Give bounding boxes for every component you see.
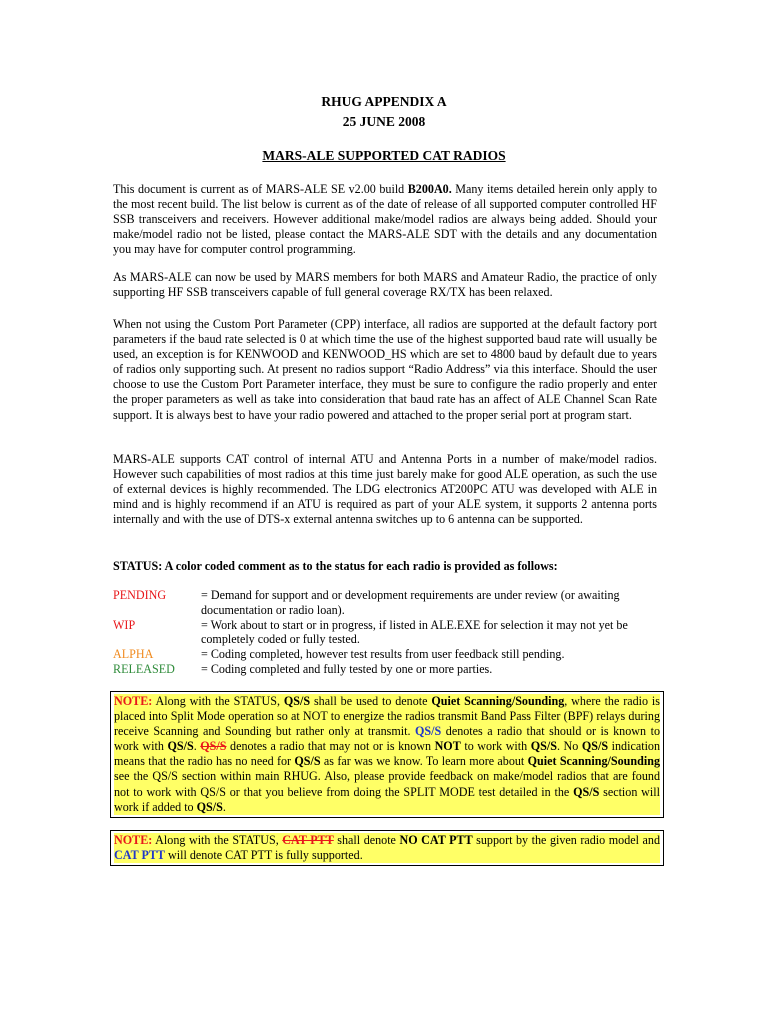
note-text-segment: , where the radio is placed into Split Mode operation so at NOT to energize the radios transmit Band Pass Filter (BPF) relays during receive Scanning and Sounding but rather only at transmit.	[114, 694, 660, 739]
qss-term: QS/S	[581, 739, 609, 754]
qss-term: QS/S	[573, 784, 600, 799]
qss-term: QS/S	[283, 694, 311, 708]
cat-ptt-unsupported-term: CAT PTT	[282, 833, 334, 847]
qss-supported-term: QS/S	[415, 724, 442, 739]
status-description: = Demand for support and or development requirements are under review (or awaiting documentation or radio loan).	[201, 588, 620, 617]
status-row	[113, 647, 657, 662]
note-label: NOTE:	[114, 833, 153, 847]
cat-ptt-note-text	[114, 833, 660, 863]
qss-term: QS/S	[294, 754, 321, 769]
quiet-scanning-term: Quiet Scanning/Sounding	[527, 754, 660, 769]
note-text-segment: indication means that the radio has no need for	[114, 739, 661, 769]
section-heading: MARS-ALE SUPPORTED CAT RADIOS	[262, 148, 506, 163]
qss-term: QS/S	[167, 739, 194, 754]
document-date: 25 JUNE 2008	[342, 114, 426, 129]
paragraph-atu: MARS-ALE supports CAT control of internal ATU and Antenna Ports in a number of make/model radios. However such capabilities of most radios at this time just barely make for good ALE operation, as such the use of external devices is highly recommended. The LDG electronics AT200PC ATU was developed with ALE in mind and is highly recommend if an ATU is required as part of your ALE system, it supports 2 antenna ports internally and with the use of DTS-x external antenna switches up to 6 antenna can be supported.	[113, 452, 657, 527]
status-name: WIP	[113, 617, 136, 632]
note-text-segment: support by the given radio model and	[472, 833, 660, 847]
qss-term: QS/S	[530, 739, 557, 754]
status-description: = Coding completed, however test results from user feedback still pending.	[201, 647, 565, 662]
qss-note-box	[110, 691, 664, 818]
quiet-scanning-term: Quiet Scanning/Sounding	[431, 694, 565, 708]
status-row	[113, 618, 657, 648]
note-text-segment: see the QS/S section within main RHUG. Also, please provide feedback on make/model radios that are found not to work with QS/S or that you believe from doing the SPLIT MODE test detailed in the	[114, 769, 660, 799]
note-text-segment: as far was we know. To learn more about	[320, 754, 528, 769]
paragraph-intro	[113, 182, 657, 257]
note-text-segment: denotes a radio that should or is known to work with	[114, 724, 660, 754]
qss-note-text	[114, 694, 660, 815]
intro-text: This document is current as of MARS-ALE SE v2.00 build	[113, 182, 408, 196]
document-title-block	[0, 92, 768, 132]
cat-ptt-note-box	[110, 830, 664, 866]
note-text-segment: section will work if added to	[114, 784, 660, 814]
status-name: RELEASED	[113, 661, 175, 676]
appendix-title: RHUG APPENDIX A	[321, 94, 447, 109]
note-text-segment: Along with the STATUS,	[152, 694, 284, 708]
status-name: PENDING	[113, 588, 167, 602]
build-number: B200A0.	[407, 182, 452, 196]
note-text-segment: shall be used to denote	[310, 694, 432, 708]
qss-term: QS/S	[196, 799, 223, 814]
status-description: = Coding completed and fully tested by one or more parties.	[201, 661, 493, 676]
note-text-segment: Along with the STATUS,	[152, 833, 283, 847]
note-label: NOTE:	[114, 694, 153, 708]
status-name: ALPHA	[113, 647, 154, 662]
note-text-segment: .	[193, 739, 201, 754]
note-text-segment: will denote CAT PTT is fully supported.	[164, 848, 363, 863]
paragraph-cpp: When not using the Custom Port Parameter (CPP) interface, all radios are supported at the default factory port parameters if the baud rate selected is 0 at which time the use of the highest supported baud rate will usually be used, an exception is for KENWOOD and KENWOOD_HS which are set to 4800 baud by default due to years of radios only supporting such. At present no radios support “Radio Address” via this interface. Should the user choose to use the Custom Port Parameter interface, they must be sure to configure the radio properly and enter the proper parameters as well as take into consideration that baud rate has an affect of ALE Channel Scan Rate support. It is always best to have your radio powered and attached to the proper serial port at program start.	[113, 317, 657, 422]
status-intro: STATUS: A color coded comment as to the status for each radio is provided as follows:	[113, 559, 558, 573]
not-term: NOT	[434, 739, 461, 754]
status-row	[113, 588, 657, 618]
note-text-segment: . No	[556, 739, 582, 754]
status-description: = Work about to start or in progress, if listed in ALE.EXE for selection it may not yet be completely coded or fully tested.	[201, 617, 628, 647]
note-text-segment: denotes a radio that may not or is known	[226, 739, 435, 754]
qss-unsupported-term: QS/S	[200, 739, 227, 754]
no-cat-ptt-term: NO CAT PTT	[399, 833, 473, 847]
intro-text-rest: Many items detailed herein only apply to the most recent build. The list below is current as of the date of release of all supported computer controlled HF SSB transceivers and receivers. However additional make/model radios are always being added. Should your make/model radio not be listed, please contact the MARS-ALE SDT with the details and any documentation you may have for computer control programming.	[113, 182, 657, 257]
cat-ptt-supported-term: CAT PTT	[114, 848, 165, 863]
note-text-segment: to work with	[460, 739, 531, 754]
paragraph-amateur: As MARS-ALE can now be used by MARS members for both MARS and Amateur Radio, the practice of only supporting HF SSB transceivers capable of full general coverage RX/TX has been relaxed.	[113, 270, 657, 300]
note-text-segment: .	[222, 799, 226, 814]
status-legend	[113, 588, 657, 677]
note-text-segment: shall denote	[333, 833, 400, 847]
status-row	[113, 662, 657, 677]
